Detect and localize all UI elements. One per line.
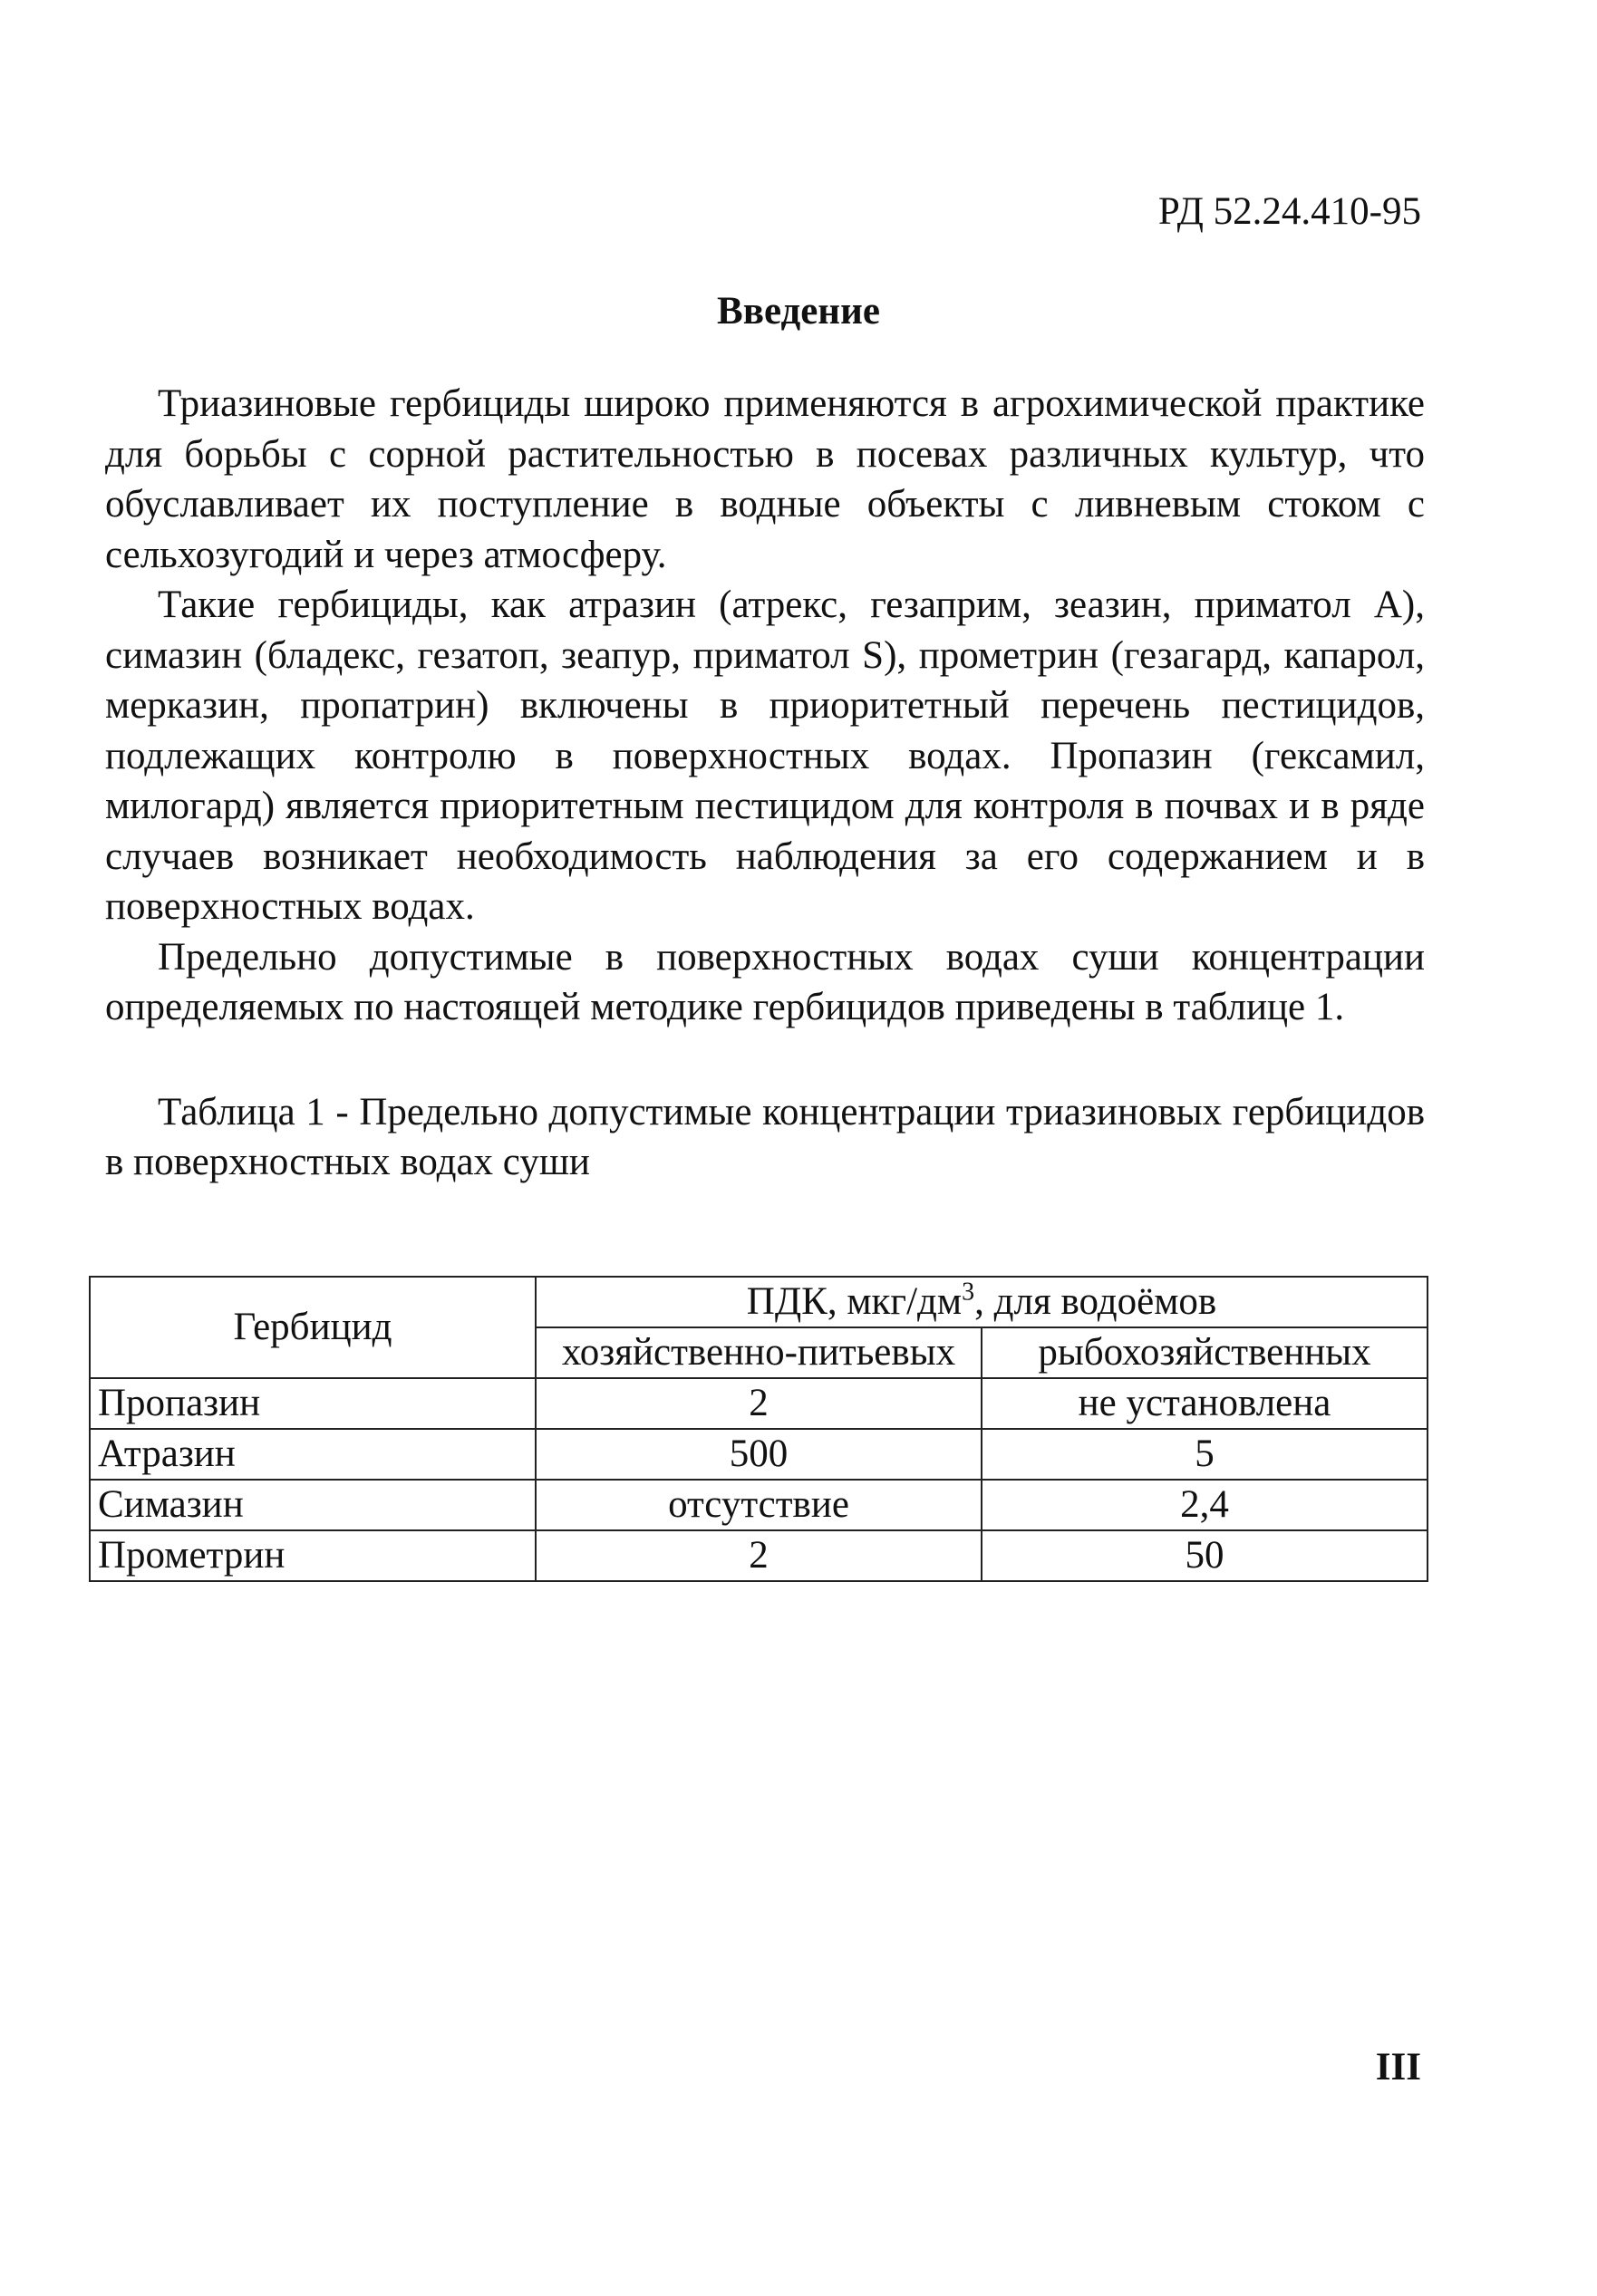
cell-drinking-value: 500 <box>536 1429 982 1480</box>
header-pdk-tail: , для водоёмов <box>974 1280 1217 1323</box>
table-row <box>90 1378 1428 1429</box>
cell-herbicide-name: Прометрин <box>90 1530 536 1581</box>
cell-drinking-value: отсутствие <box>536 1480 982 1530</box>
header-herbicide: Гербицид <box>90 1277 536 1378</box>
table-row <box>90 1530 1428 1581</box>
paragraph-2: Такие гербициды, как атразин (атрекс, гезаприм, зеазин, приматол А), симазин (бладекс, гезатоп, зеапур, приматол S), прометрин (гезагард, капарол, мерказин, пропатрин) включены в приоритетный перечень пестицидов, подлежащих контролю в поверхностных водах. Пропазин (гексамил, милогард) является приоритетным пестицидом для контроля в почвах и в ряде случаев возникает необходимость наблюдения за его содержанием и в поверхностных водах. <box>105 584 1425 928</box>
header-pdk-superscript: 3 <box>962 1278 975 1307</box>
pdk-table <box>89 1276 1428 1582</box>
cell-fishery-value: 2,4 <box>982 1480 1428 1530</box>
paragraph-3: Предельно допустимые в поверхностных водах суши концентрации определяемых по настоящей методике гербицидов приведены в таблице 1. <box>105 935 1425 1028</box>
cell-herbicide-name: Атразин <box>90 1429 536 1480</box>
paragraph-1: Триазиновые гербициды широко применяются в агрохимической практике для борьбы с сорной растительностью в посевах различных культур, что обуславливает их поступление в водные объекты с ливневым стоком с сельхозугодий и через атмосферу. <box>105 382 1425 576</box>
cell-fishery-value: 5 <box>982 1429 1428 1480</box>
cell-drinking-value: 2 <box>536 1378 982 1429</box>
cell-drinking-value: 2 <box>536 1530 982 1581</box>
header-pdk-group <box>536 1277 1428 1327</box>
table-row <box>90 1429 1428 1480</box>
header-drinking: хозяйственно-питьевых <box>536 1327 982 1378</box>
page-number: III <box>1375 2046 1421 2089</box>
cell-fishery-value: не установлена <box>982 1378 1428 1429</box>
section-title: Введение <box>717 290 880 333</box>
cell-herbicide-name: Пропазин <box>90 1378 536 1429</box>
table-caption: Таблица 1 - Предельно допустимые концентрации триазиновых гербицидов в поверхностных водах суши <box>105 1090 1425 1183</box>
header-pdk-main: ПДК, мкг/дм <box>746 1280 963 1323</box>
table-row <box>90 1480 1428 1530</box>
cell-herbicide-name: Симазин <box>90 1480 536 1530</box>
body-text <box>105 379 1425 1188</box>
document-code: РД 52.24.410-95 <box>1157 190 1421 233</box>
table-header-row <box>90 1277 1428 1327</box>
header-fishery: рыбохозяйственных <box>982 1327 1428 1378</box>
cell-fishery-value: 50 <box>982 1530 1428 1581</box>
